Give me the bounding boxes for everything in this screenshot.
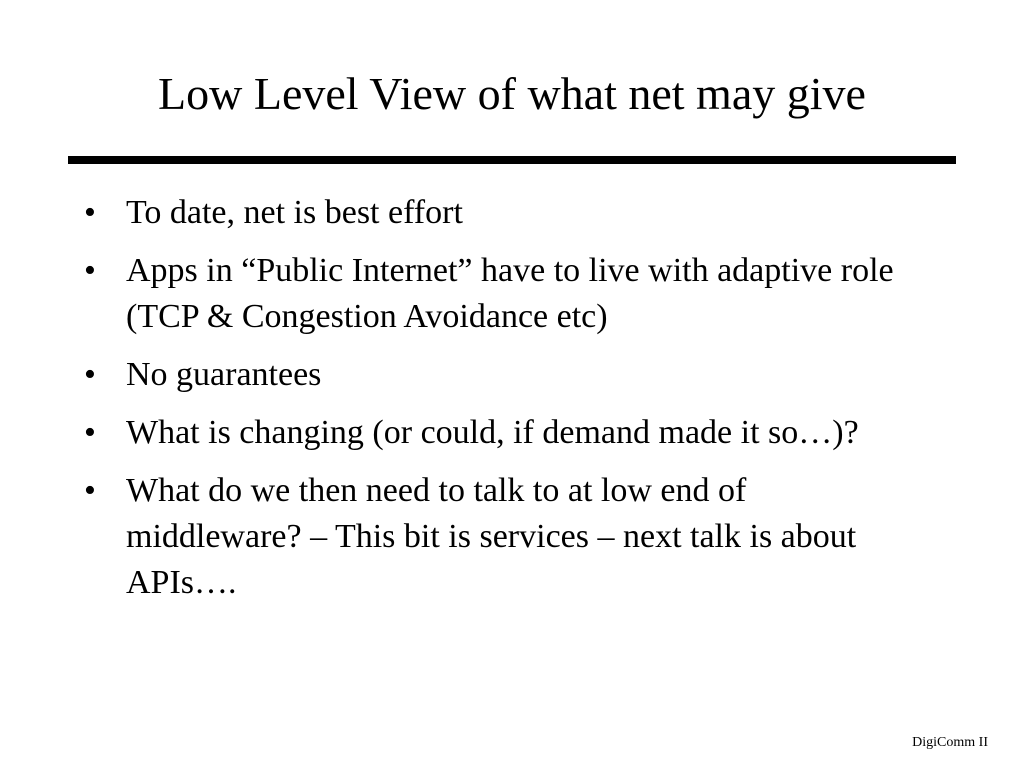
bullet-text: What do we then need to talk to at low end of middleware? – This bit is services – next talk is about APIs…. <box>126 472 857 601</box>
bullet-item <box>84 352 924 398</box>
bullet-text: Apps in “Public Internet” have to live with adaptive role (TCP & Congestion Avoidance etc) <box>126 252 894 335</box>
bullet-icon: • <box>84 252 96 289</box>
bullet-item <box>84 248 924 340</box>
slide-title: Low Level View of what net may give <box>158 68 866 119</box>
title-underline <box>68 156 956 164</box>
bullet-icon: • <box>84 472 96 509</box>
bullet-text: No guarantees <box>126 356 322 393</box>
bullet-text: To date, net is best effort <box>126 194 463 231</box>
footer-label: DigiComm II <box>912 735 988 750</box>
bullet-item <box>84 410 924 456</box>
bullet-item <box>84 190 924 236</box>
bullet-icon: • <box>84 356 96 393</box>
bullet-icon: • <box>84 194 96 231</box>
bullet-item <box>84 468 924 606</box>
bullet-icon: • <box>84 414 96 451</box>
bullet-list <box>84 190 924 618</box>
bullet-text: What is changing (or could, if demand made it so…)? <box>126 414 859 451</box>
